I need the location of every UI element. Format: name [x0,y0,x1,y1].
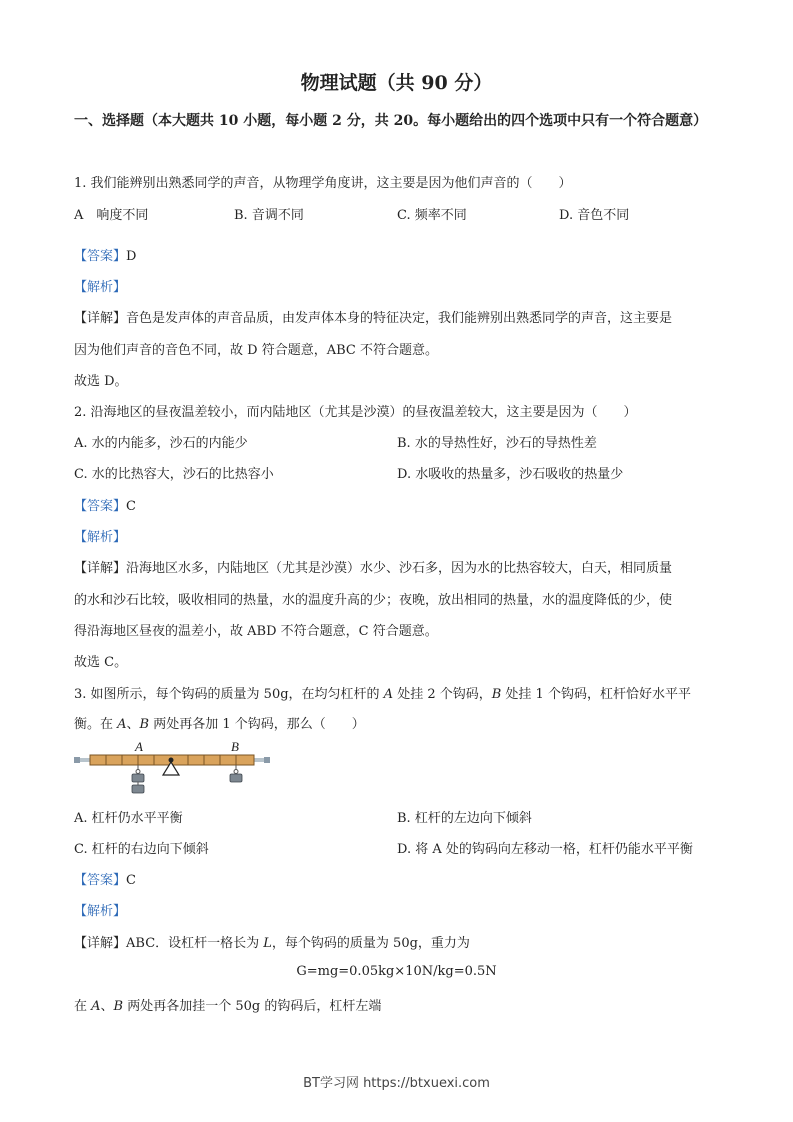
q1-conclusion: 故选 D。 [74,374,128,389]
answer-label: 【答案】 [74,499,127,514]
q1-answer-value: D [126,249,137,264]
weights-at-b [230,765,242,782]
q1-option-b: B. 音调不同 [234,208,304,223]
q2-detail-line-3: 得沿海地区昼夜的温差小，故 ABD 不符合题意，C 符合题意。 [74,624,438,639]
weight [132,774,144,782]
question-1-stem: 1. 我们能辨别出熟悉同学的声音，从物理学角度讲，这主要是因为他们声音的（ ） [74,176,572,191]
lever-right-knob [264,757,270,763]
page-title: 物理试题（共 90 分） [300,72,493,94]
detail-label: 【详解】 [74,311,127,326]
weight [230,774,242,782]
q1-option-d: D. 音色不同 [559,208,630,223]
q2-option-b: B. 水的导热性好，沙石的导热性差 [397,436,597,451]
section-header: 一、选择题（本大题共 10 小题，每小题 2 分，共 20。每小题给出的四个选项中只有一个符合题意） [74,113,708,129]
lever-left-knob [74,757,80,763]
q3-detail-line-1: 【详解】ABC．设杠杆一格长为 L，每个钩码的质量为 50g，重力为 [74,936,470,951]
q3-option-c: C. 杠杆的右边向下倾斜 [74,842,209,857]
q2-answer [74,495,136,514]
q2-answer-value: C [126,499,136,514]
lever-diagram [72,738,272,798]
page-footer: BT学习网 https://btxuexi.com [303,1076,490,1091]
q2-option-d: D. 水吸收的热量多，沙石吸收的热量少 [397,467,624,482]
answer-label: 【答案】 [74,249,127,264]
q2-conclusion: 故选 C。 [74,655,128,670]
q3-answer [74,869,136,888]
weight [132,785,144,793]
q3-option-a: A. 杠杆仍水平平衡 [74,811,183,826]
lever-label-a: A [135,739,143,754]
q3-analysis-label: 【解析】 [74,904,127,919]
question-3-stem-line-2: 衡。在 A、B 两处再各加 1 个钩码，那么（ ） [74,717,365,732]
q2-analysis-label: 【解析】 [74,530,127,545]
detail-label: 【详解】 [74,936,127,951]
q1-option-a: A 响度不同 [74,208,149,223]
q3-answer-value: C [126,873,136,888]
weights-at-a [132,765,144,793]
question-2-stem: 2. 沿海地区的昼夜温差较小，而内陆地区（尤其是沙漠）的昼夜温差较大，这主要是因为（ ） [74,405,637,420]
q3-detail-line-2: 在 A、B 两处再各加挂一个 50g 的钩码后，杠杆左端 [74,999,382,1014]
q2-detail-line-2: 的水和沙石比较，吸收相同的热量，水的温度升高的少；夜晚，放出相同的热量，水的温度降低的少，使 [74,593,673,608]
q3-option-d: D. 将 A 处的钩码向左移动一格，杠杆仍能水平平衡 [397,842,693,857]
q3-gravity-formula: G=mg=0.05kg×10N/kg=0.5N [296,964,497,979]
lever-right-rod [254,758,264,762]
q2-detail-line-1: 【详解】沿海地区水多，内陆地区（尤其是沙漠）水少、沙石多，因为水的比热容较大，白天，相同质量 [74,561,673,576]
q1-answer [74,245,136,264]
question-3-stem-line-1: 3. 如图所示，每个钩码的质量为 50g，在均匀杠杆的 A 处挂 2 个钩码，B 处挂 1 个钩码，杠杆恰好水平平 [74,687,691,702]
q2-option-c: C. 水的比热容大，沙石的比热容小 [74,467,274,482]
answer-label: 【答案】 [74,873,127,888]
q1-detail-line-2: 因为他们声音的音色不同，故 D 符合题意，ABC 不符合题意。 [74,343,438,358]
q2-option-a: A. 水的内能多，沙石的内能少 [74,436,248,451]
q1-detail-line-1: 【详解】音色是发声体的声音品质，由发声体本身的特征决定，我们能辨别出熟悉同学的声音，这主要是 [74,311,673,326]
q1-analysis-label: 【解析】 [74,280,127,295]
detail-label: 【详解】 [74,561,127,576]
lever-label-b: B [231,739,239,754]
q1-option-c: C. 频率不同 [397,208,467,223]
q3-option-b: B. 杠杆的左边向下倾斜 [397,811,532,826]
lever-left-rod [80,758,90,762]
